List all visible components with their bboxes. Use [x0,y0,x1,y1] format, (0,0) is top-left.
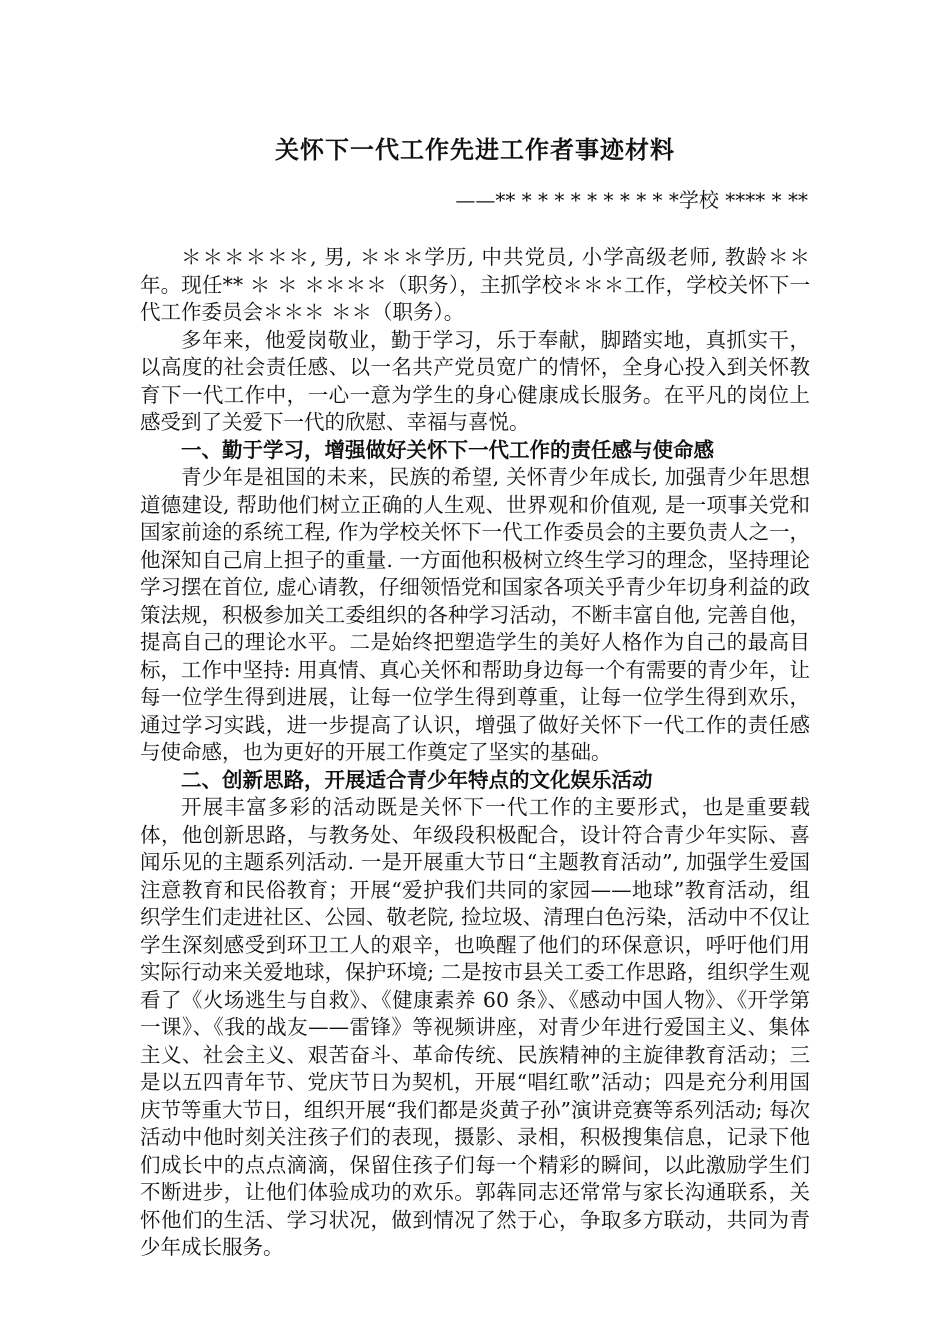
document-body [140,244,810,1262]
paragraph-summary: 多年来，他爱岗敬业，勤于学习，乐于奉献，脚踏实地，真抓实干，以高度的社会责任感、以一名共产党员宽广的情怀，全身心投入到关怀教育下一代工作中，一心一意为学生的身心健康成长服务。在平凡的岗位上感受到了关爱下一代的欣慰、幸福与喜悦。 [140,327,810,434]
section-heading-1: 一、勤于学习，增强做好关怀下一代工作的责任感与使命感 [181,437,714,462]
section-heading-2: 二、创新思路，开展适合青少年特点的文化娱乐活动 [181,767,653,792]
paragraph-section-2: 开展丰富多彩的活动既是关怀下一代工作的主要形式，也是重要载体，他创新思路，与教务处、年级段积极配合，设计符合青少年实际、喜闻乐见的主题系列活动. 一是开展重大节日“主题教育活动”, 加强学生爱国注意教育和民俗教育；开展“爱护我们共同的家园——地球”教育活动，组织学生们走进社区、公园、敬老院, 捡垃圾、清理白色污染，活动中不仅让学生深刻感受到环卫工人的艰辛，也唤醒了他们的环保意识，呼吁他们用实际行动来关爱地球，保护环境; 二是按市县关工委工作思路，组织学生观看了《火场逃生与自救》、《健康素养 60 条》、《感动中国人物》、《开学第一课》、《我的战友——雷锋》等视频讲座，对青少年进行爱国主义、集体主义、社会主义、艰苦奋斗、革命传统、民族精神的主旋律教育活动；三是以五四青年节、党庆节日为契机，开展“唱红歌”活动；四是充分利用国庆节等重大节日，组织开展“我们都是炎黄子孙”演讲竞赛等系列活动; 每次活动中他时刻关注孩子们的表现，摄影、录相，积极搜集信息，记录下他们成长中的点点滴滴，保留住孩子们每一个精彩的瞬间，以此激励学生们不断进步，让他们体验成功的欢乐。郭犇同志还常常与家长沟通联系，关怀他们的生活、学习状况，做到情况了然于心，争取多方联动，共同为青少年成长服务。 [140,795,810,1259]
document-title: 关怀下一代工作先进工作者事迹材料 [275,135,675,164]
paragraph-intro: ＊＊＊＊＊＊, 男, ＊＊＊学历, 中共党员, 小学高级老师, 教龄＊＊年。现任** ＊ ＊ ＊＊＊＊（职务），主抓学校＊＊＊工作，学校关怀下一代工作委员会＊＊＊ ＊＊（职务）。 [140,245,810,324]
paragraph-section-1: 青少年是祖国的未来，民族的希望, 关怀青少年成长, 加强青少年思想道德建设, 帮助他们树立正确的人生观、世界观和价值观, 是一项事关党和国家前途的系统工程, 作为学校关怀下一代工作委员会的主要负责人之一，他深知自己肩上担子的重量. 一方面他积极树立终生学习的理念，坚持理论学习摆在首位, 虚心请教，仔细领悟党和国家各项关乎青少年切身利益的政策法规，积极参加关工委组织的各种学习活动，不断丰富自他, 完善自他，提高自己的理论水平。二是始终把塑造学生的美好人格作为自己的最高目标，工作中坚持: 用真情、真心关怀和帮助身边每一个有需要的青少年，让每一位学生得到进展，让每一位学生得到尊重，让每一位学生得到欢乐，通过学习实践，进一步提高了认识，增强了做好关怀下一代工作的责任感与使命感，也为更好的开展工作奠定了坚实的基础。 [140,465,810,764]
document-subtitle: ——** * * * * * * * * * *学校 **** * ** [455,188,808,212]
